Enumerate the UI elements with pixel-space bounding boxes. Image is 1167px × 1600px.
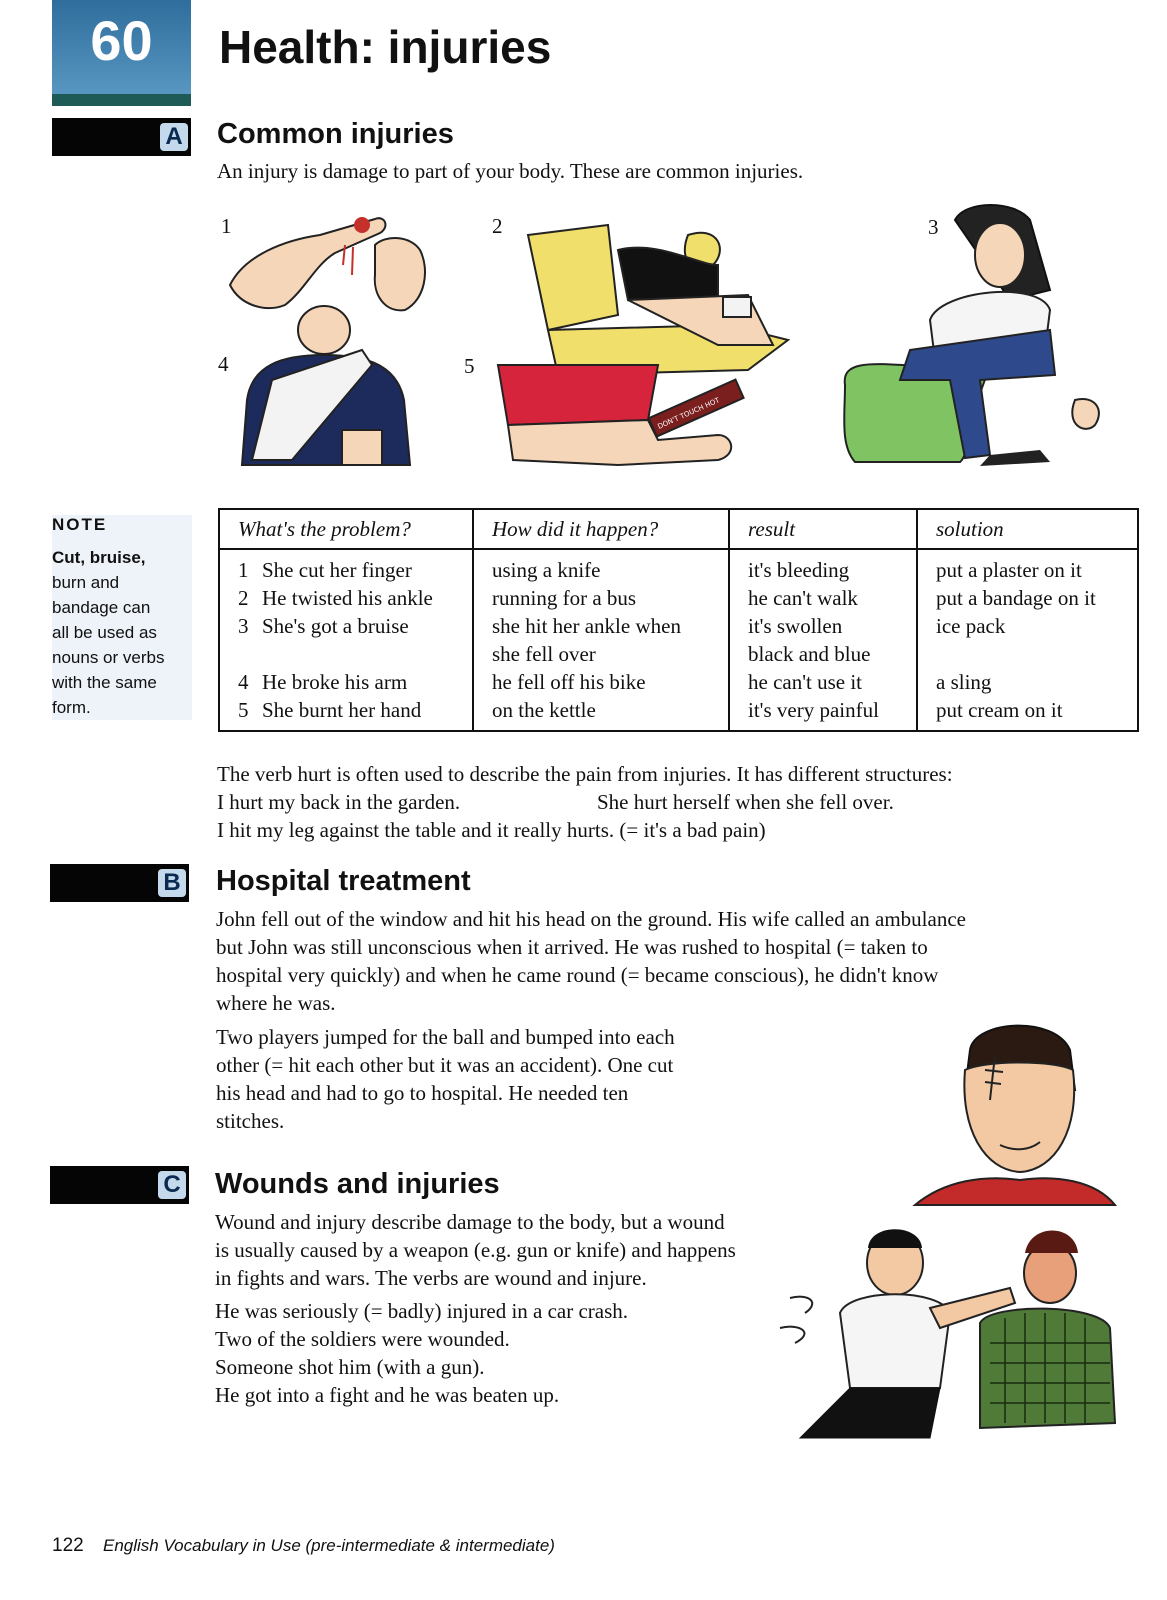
note-heading: NOTE xyxy=(52,515,108,534)
hurt-example-1: I hurt my back in the garden. xyxy=(217,790,461,814)
table-header-how: How did it happen? xyxy=(473,509,729,549)
result-cell: it's bleeding xyxy=(748,558,850,582)
pic-number-4: 4 xyxy=(218,352,229,376)
note-line-1: Cut, bruise, xyxy=(52,548,146,567)
text-line: is usually caused by a weapon (e.g. gun or knife) and happens xyxy=(215,1238,736,1262)
section-c-title: Wounds and injuries xyxy=(215,1168,500,1200)
section-a-intro: An injury is damage to part of your body. These are common injuries. xyxy=(217,159,804,183)
section-c-marker xyxy=(50,1166,189,1204)
note-text xyxy=(52,545,192,720)
injuries-table xyxy=(218,508,1139,732)
result-cell: it's very painful xyxy=(748,698,879,722)
fight-illustration xyxy=(780,1218,1140,1443)
how-column xyxy=(473,549,729,731)
note-line-6: with the same xyxy=(52,673,157,692)
solution-cell: put cream on it xyxy=(936,698,1063,722)
table-header-row xyxy=(219,509,1138,549)
unit-number: 60 xyxy=(90,9,153,72)
solution-cell: ice pack xyxy=(936,614,1006,638)
text-line: hospital very quickly) and when he came round (= became conscious), he didn't know xyxy=(216,963,939,987)
note-line-4: all be used as xyxy=(52,623,157,642)
text-line: where he was. xyxy=(216,991,336,1015)
section-a-marker xyxy=(52,118,191,156)
unit-number-box xyxy=(52,0,191,106)
table-body-row xyxy=(219,549,1138,731)
section-b-title: Hospital treatment xyxy=(216,865,471,897)
text-line: stitches. xyxy=(216,1109,285,1133)
table-row: 2 He twisted his ankle xyxy=(238,586,433,610)
section-b-paragraph-2 xyxy=(216,1023,816,1135)
table-row: 3 She's got a bruise xyxy=(238,614,409,638)
problem-column xyxy=(219,549,473,731)
note-line-7: form. xyxy=(52,698,91,717)
pic-number-5: 5 xyxy=(464,354,475,378)
page-footer xyxy=(52,1535,555,1557)
solution-cell: put a bandage on it xyxy=(936,586,1096,610)
result-cell: black and blue xyxy=(748,642,871,666)
section-c-paragraph xyxy=(215,1208,855,1292)
cut-finger-illustration xyxy=(225,205,440,315)
text-line: John fell out of the window and hit his head on the ground. His wife called an ambulance xyxy=(216,907,966,931)
hurt-example-2: She hurt herself when she fell over. xyxy=(597,790,894,814)
table-header-problem: What's the problem? xyxy=(219,509,473,549)
how-cell: she hit her ankle when xyxy=(492,614,681,638)
pic-number-2: 2 xyxy=(492,214,503,238)
hurt-example-3: I hit my leg against the table and it really hurts. (= it's a bad pain) xyxy=(217,818,766,842)
burnt-hand-illustration xyxy=(488,360,748,468)
text-line: but John was still unconscious when it arrived. He was rushed to hospital (= taken to xyxy=(216,935,928,959)
kettle-warning-text: DON'T TOUCH HOT xyxy=(656,396,721,431)
book-title: English Vocabulary in Use (pre-intermediate & intermediate) xyxy=(102,1536,555,1555)
text-line: other (= hit each other but it was an accident). One cut xyxy=(216,1053,674,1077)
pic-number-3: 3 xyxy=(928,215,939,239)
how-cell: running for a bus xyxy=(492,586,637,610)
text-line: Two players jumped for the ball and bumped into each xyxy=(216,1025,675,1049)
how-cell: using a knife xyxy=(492,558,601,582)
text-line: Wound and injury describe damage to the body, but a wound xyxy=(215,1210,725,1234)
section-a-letter: A xyxy=(160,123,188,151)
section-c-letter: C xyxy=(158,1171,186,1199)
pic-number-1: 1 xyxy=(221,214,232,238)
example-line: Someone shot him (with a gun). xyxy=(215,1355,485,1379)
unit-box-band xyxy=(52,94,191,106)
table-row: 1 She cut her finger xyxy=(238,558,412,582)
injured-head-illustration xyxy=(915,1020,1115,1210)
section-a-title: Common injuries xyxy=(217,118,454,150)
arm-sling-illustration xyxy=(232,310,417,468)
twisted-ankle-illustration xyxy=(488,205,798,380)
example-line: He was seriously (= badly) injured in a car crash. xyxy=(215,1299,629,1323)
note-box xyxy=(52,515,192,720)
solution-cell: put a plaster on it xyxy=(936,558,1082,582)
result-cell: he can't use it xyxy=(748,670,862,694)
result-cell: it's swollen xyxy=(748,614,843,638)
table-header-solution: solution xyxy=(917,509,1138,549)
solution-cell: a sling xyxy=(936,670,992,694)
bruise-illustration xyxy=(840,200,1140,470)
table-row: 4 He broke his arm xyxy=(238,670,408,694)
example-line: Two of the soldiers were wounded. xyxy=(215,1327,510,1351)
section-b-paragraph-1 xyxy=(216,905,1136,1017)
example-line: He got into a fight and he was beaten up. xyxy=(215,1383,560,1407)
page-title: Health: injuries xyxy=(219,21,552,73)
result-cell: he can't walk xyxy=(748,586,858,610)
note-line-3: bandage can xyxy=(52,598,151,617)
text-line: his head and had to go to hospital. He needed ten xyxy=(216,1081,629,1105)
hurt-line-1: The verb hurt is often used to describe the pain from injuries. It has different structures: xyxy=(217,762,953,786)
table-header-result: result xyxy=(729,509,917,549)
how-cell: he fell off his bike xyxy=(492,670,646,694)
note-line-5: nouns or verbs xyxy=(52,648,165,667)
hurt-explanation xyxy=(217,760,1137,844)
how-cell: on the kettle xyxy=(492,698,596,722)
section-c-examples xyxy=(215,1297,815,1409)
how-cell: she fell over xyxy=(492,642,596,666)
note-line-2: burn and xyxy=(52,573,120,592)
solution-column xyxy=(917,549,1138,731)
section-b-marker xyxy=(50,864,189,902)
text-line: in fights and wars. The verbs are wound and injure. xyxy=(215,1266,647,1290)
section-b-letter: B xyxy=(158,869,186,897)
table-row: 5 She burnt her hand xyxy=(238,698,422,722)
page-number: 122 xyxy=(52,1535,84,1556)
result-column xyxy=(729,549,917,731)
